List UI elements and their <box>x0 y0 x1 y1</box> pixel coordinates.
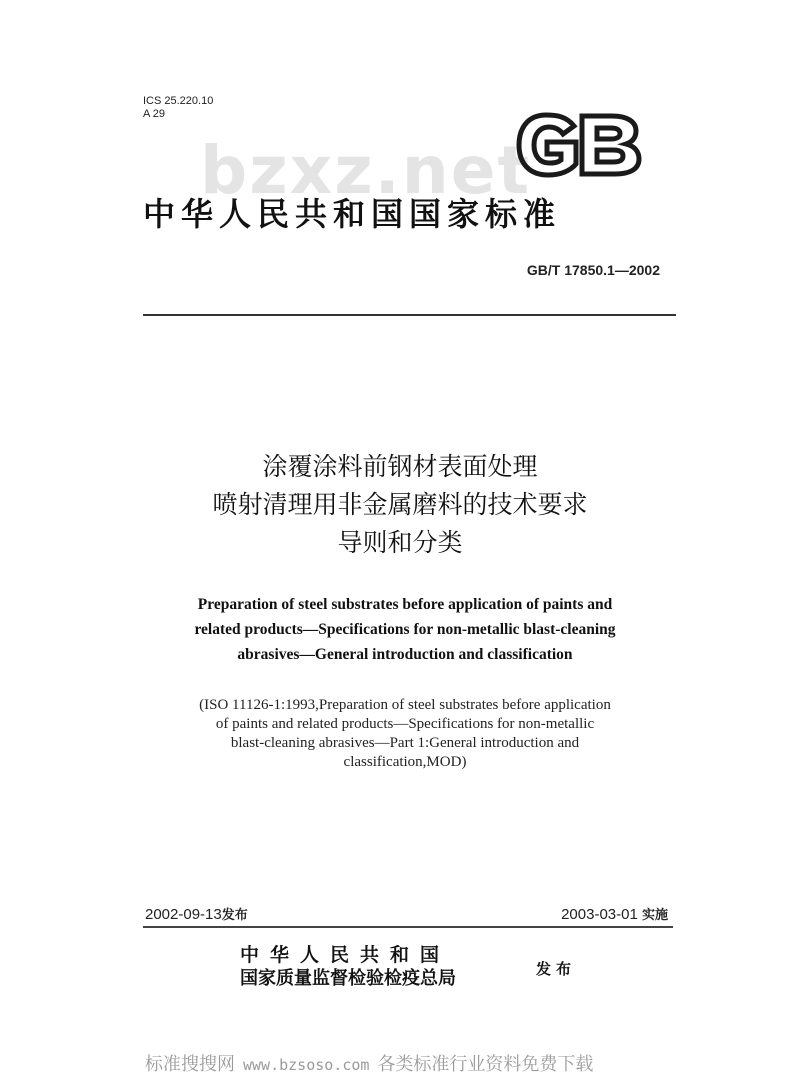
iso-reference-line: blast-cleaning abrasives—Part 1:General introduction and <box>230 735 580 751</box>
issuer-country: 中华人民共和国 <box>240 944 451 966</box>
footer-watermark <box>145 1050 690 1076</box>
english-title-line: related products—Specifications for non-metallic blast-cleaning <box>194 621 616 638</box>
chinese-title-line: 喷射清理用非金属磨料的技术要求 <box>212 490 588 519</box>
standard-code: GB/T 17850.1—2002 <box>526 262 660 278</box>
header-divider <box>143 314 676 316</box>
chinese-title-line: 涂覆涂料前钢材表面处理 <box>262 452 538 481</box>
national-standard-title: 中华人民共和国国家标准 <box>143 195 562 233</box>
iso-reference-line: of paints and related products—Specifications for non-metallic <box>215 716 595 732</box>
implementation-date-value: 2003-03-01 <box>561 906 638 923</box>
issue-date <box>145 904 248 923</box>
footer-site-name: 标准搜搜网 <box>145 1054 235 1075</box>
english-title <box>150 592 660 667</box>
publish-label: 发布 <box>536 960 577 978</box>
issuing-authority <box>240 944 456 990</box>
watermark-text: bzxz.net <box>200 132 532 209</box>
implementation-date-label: 实施 <box>641 908 668 923</box>
iso-reference-line: (ISO 11126-1:1993,Preparation of steel substrates before application <box>199 697 611 713</box>
ics-classification <box>143 95 213 121</box>
iso-reference <box>150 696 660 772</box>
english-title-line: Preparation of steel substrates before application of paints and <box>197 596 613 613</box>
footer-url: www.bzsoso.com <box>243 1056 370 1074</box>
issue-date-value: 2002-09-13 <box>145 906 222 923</box>
dates-divider <box>143 926 673 928</box>
chinese-title-line: 导则和分类 <box>337 528 463 557</box>
iso-reference-line: classification,MOD) <box>343 754 467 770</box>
chinese-title <box>140 448 660 562</box>
footer-slogan: 各类标准行业资料免费下载 <box>377 1054 594 1075</box>
issue-date-label: 发布 <box>221 908 248 923</box>
category-code: A 29 <box>143 108 166 120</box>
implementation-date <box>561 904 668 923</box>
gb-logo-icon <box>516 112 642 178</box>
ics-code: ICS 25.220.10 <box>143 95 214 107</box>
english-title-line: abrasives—General introduction and classification <box>237 646 573 663</box>
issuer-agency: 国家质量监督检验检疫总局 <box>240 968 456 989</box>
